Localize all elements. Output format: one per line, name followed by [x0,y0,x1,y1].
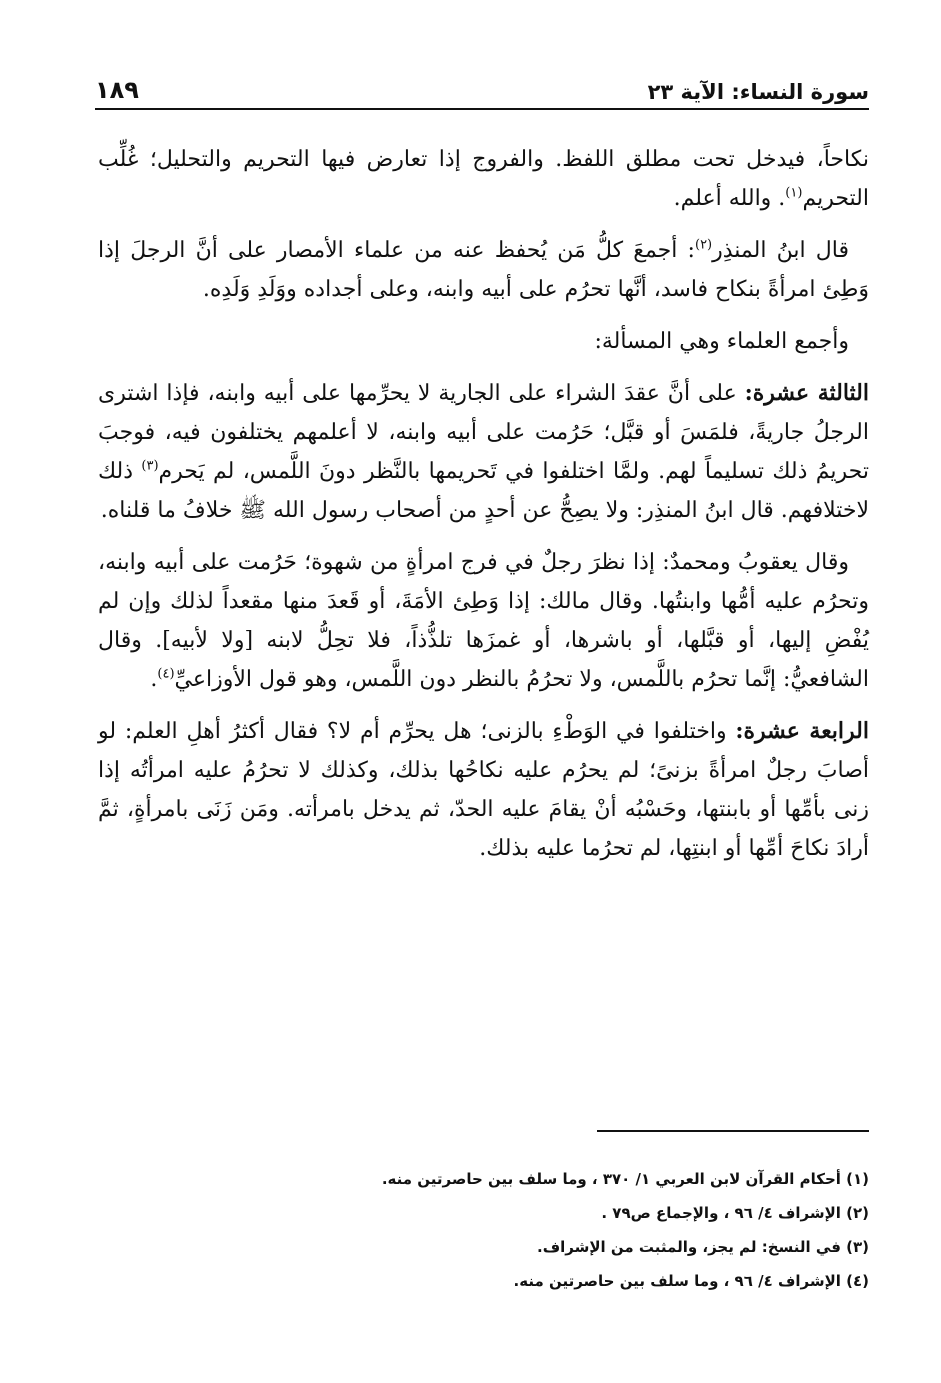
paragraph-5: وقال يعقوبُ ومحمدٌ: إذا نظرَ رجلٌ في فرج امرأةٍ من شهوة؛ حَرُمت على أبيه وابنه، وتحرُم عليه أمُّها وابنتُها. وقال مالك: إذا وَطِئ الأمَةَ، أو قَعدَ منها مقعداً لذلك وإن لم يُفْضِ إليها، أو قبَّلها، أو باشرها، أو غمزَها تلذُّذاً، فلا تحِلُّ لابنه [ولا لأبيه]. وقال الشافعيُّ: إنَّما تحرُم باللَّمس، ولا تحرُمُ بالنظر دون اللَّمس، وهو قول الأوزاعيِّ$^{(٤)}$. [98,550,869,692]
paragraph-3: وأجمع العلماء وهي المسألة: [594,329,849,354]
paragraph-6: الرابعة عشرة: واختلفوا في الوَطْءِ بالزنى؛ هل يحرِّم أم لا؟ فقال أكثرُ أهلِ العلم: لو أصابَ رجلٌ امرأةً بزنىً؛ لم يحرُم عليه نكاحُها بذلك، وكذلك لا تحرُمُ عليه امرأتُه إذا زنى بأمِّها أو بابنتها، وحَسْبُه أنْ يقامَ عليه الحدّ، ثم يدخل بامرأته. ومَن زَنَى بامرأةٍ، ثمَّ أرادَ نكاحَ أمِّها أو ابنتِها، لم تحرُما عليه بذلك. [98,718,869,861]
paragraph-2: قال ابنُ المنذِر$^{(٢)}$: أجمعَ كلُّ مَن يُحفظ عنه من علماء الأمصار على أنَّ الرجلَ إذا وَطِئ امرأةً بنكاح فاسد، أنَّها تحرُم على أبيه وابنه، وعلى أجداده ووَلَدِ وَلَدِه. [98,237,869,302]
footnote-ref: (١) [785,185,803,201]
footnote-item: (٣) في النسخ: لم يجز، والمثبت من الإشراف. [537,1238,869,1256]
issue-heading: الرابعة عشرة: [735,718,869,744]
issue-heading: الثالثة عشرة: [744,380,869,406]
footnote-item: (٤) الإشراف ٤/ ٩٦ ، وما سلف بين حاصرتين منه. [513,1272,869,1290]
paragraph-4: الثالثة عشرة: على أنَّ عقدَ الشراء على الجارية لا يحرِّمها على أبيه وابنه، فإذا اشترى الرجلُ جاريةً، فلمَسَ أو قبَّل؛ حَرُمت على أبيه وابنه، لا أعلمهم يختلفون فيه، فوجبَ تحريمُ ذلك تسليماً لهم. ولمَّا اختلفوا في تَحريمها بالنَّظر دونَ اللَّمس، لم يَحرم$^{(٣)}$ ذلك لاختلافهم. قال ابنُ المنذِر: ولا يصِحُّ عن أحدٍ من أصحاب رسول الله ﷺ خلافُ ما قلناه. [98,380,869,523]
footnote-item: (٢) الإشراف ٤/ ٩٦ ، والإجماع ص٧٩ . [601,1204,869,1222]
header-rule [95,108,869,110]
footnotes [98,1162,869,1298]
page-number: ١٨٩ [95,76,139,104]
footnote-ref: (٤) [157,666,175,682]
footnote-ref: (٢) [694,237,713,253]
main-text [98,140,869,881]
paragraph-1: نكاحاً، فيدخل تحت مطلق اللفظ. والفروج إذا تعارض فيها التحريم والتحليل؛ غُلِّب التحريم$^{(١)}$. والله أعلم. [98,147,869,211]
footnote-ref: (٣) [141,458,159,474]
footnote-item: (١) أحكام القرآن لابن العربي ١/ ٣٧٠ ، وما سلف بين حاصرتين منه. [381,1170,869,1188]
footnote-rule [597,1130,869,1132]
page-header [95,70,869,104]
running-title: سورة النساء: الآية ٢٣ [647,80,869,104]
